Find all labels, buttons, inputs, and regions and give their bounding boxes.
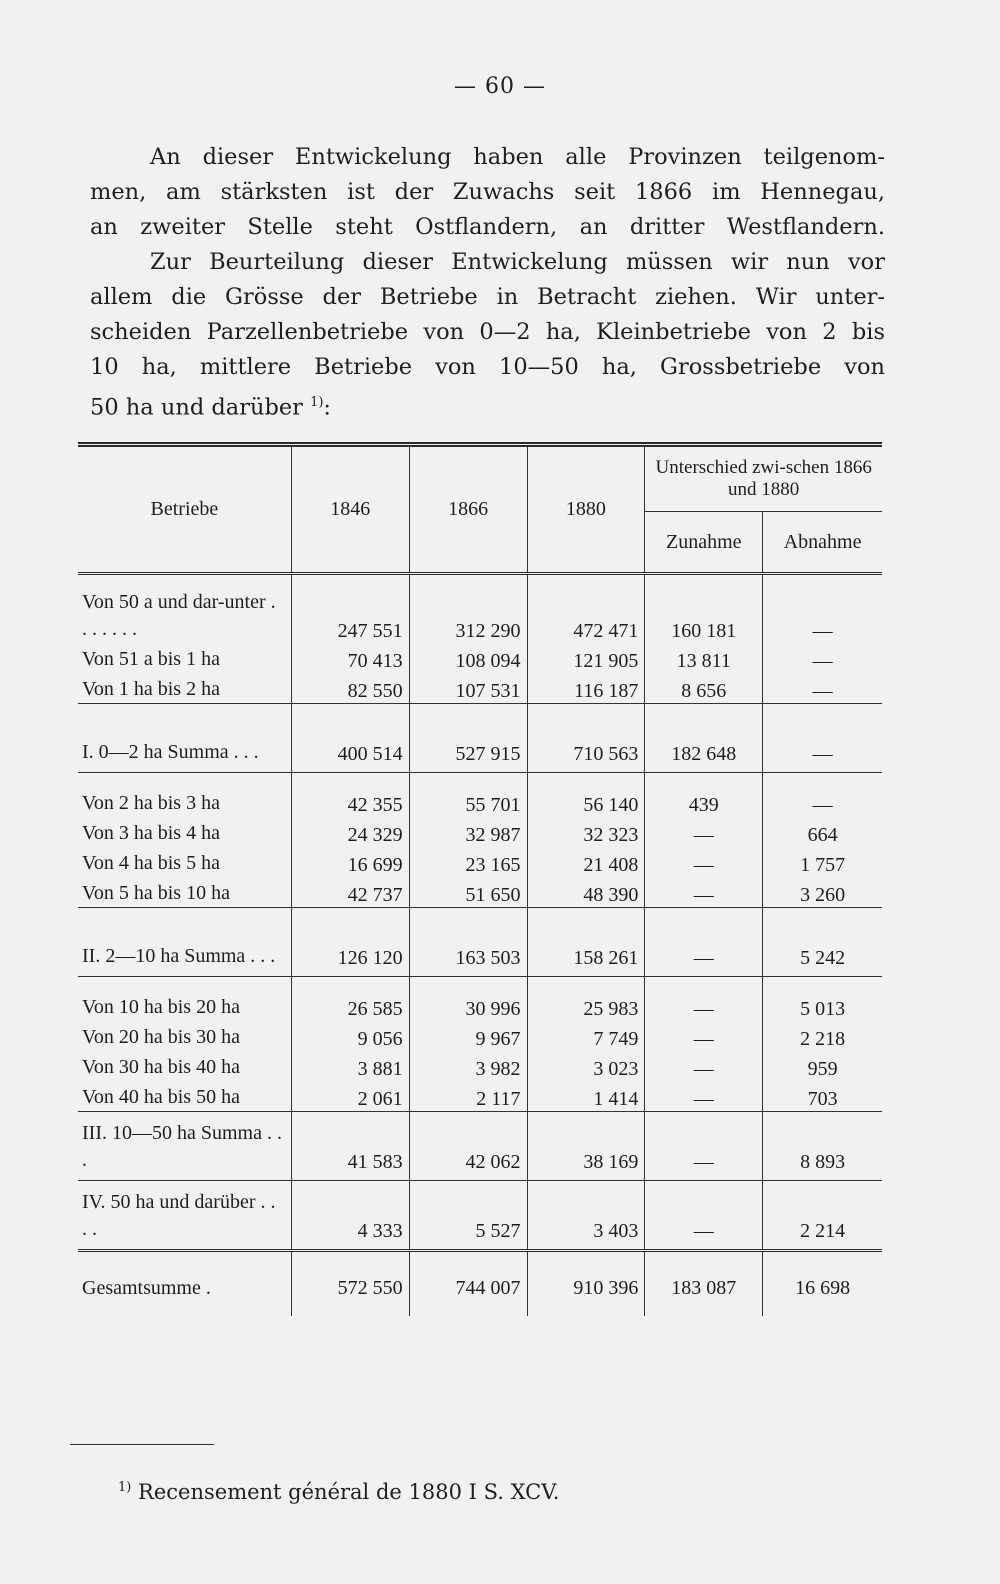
table-row	[78, 1251, 882, 1317]
cell-abnahme: —	[812, 620, 833, 642]
cell-1880: 48 390	[527, 877, 645, 908]
page-number: — 60 —	[454, 74, 546, 99]
cell-zunahme: 183 087	[645, 1251, 763, 1317]
cell-abnahme: 2 214	[800, 1220, 846, 1242]
cell-zunahme: 160 181	[645, 574, 763, 644]
row-label: Von 1 ha bis 2 ha	[78, 673, 291, 704]
cell-1866: 527 915	[409, 704, 527, 773]
cell-1866: 5 527	[409, 1181, 527, 1251]
table-row	[78, 673, 882, 704]
cell-zunahme: 182 648	[645, 704, 763, 773]
cell-1880: 710 563	[527, 704, 645, 773]
cell-zunahme: 8 656	[645, 673, 763, 704]
cell-zunahme: —	[645, 1181, 763, 1251]
cell-1846: 16 699	[291, 847, 409, 877]
cell-1866: 51 650	[409, 877, 527, 908]
row-label: Von 4 ha bis 5 ha	[78, 847, 291, 877]
table-row	[78, 773, 882, 818]
cell-1846: 4 333	[291, 1181, 409, 1251]
cell-1880: 121 905	[527, 643, 645, 673]
table-row	[78, 1112, 882, 1181]
text-line: An dieser Entwickelung haben alle Provinzen teilgenom-	[150, 144, 885, 170]
cell-1846: 26 585	[291, 977, 409, 1022]
cell-abnahme: 2 218	[800, 1028, 846, 1050]
cell-1866: 744 007	[409, 1251, 527, 1317]
text-line: Zur Beurteilung dieser Entwickelung müssen wir nun vor	[150, 249, 885, 275]
row-label: Von 10 ha bis 20 ha	[78, 977, 291, 1022]
cell-1880: 1 414	[527, 1081, 645, 1112]
cell-zunahme: —	[645, 877, 763, 908]
header-zunahme: Zunahme	[645, 512, 763, 574]
header-1846: 1846	[291, 445, 409, 574]
cell-1866: 107 531	[409, 673, 527, 704]
cell-1866: 55 701	[409, 773, 527, 818]
cell-1866: 312 290	[409, 574, 527, 644]
table-row	[78, 847, 882, 877]
row-label: Gesamtsumme .	[78, 1251, 291, 1317]
table-row	[78, 704, 882, 773]
cell-1866: 23 165	[409, 847, 527, 877]
cell-zunahme: —	[645, 908, 763, 977]
cell-1846: 400 514	[291, 704, 409, 773]
cell-abnahme: —	[763, 704, 882, 773]
table-body	[78, 574, 882, 1317]
row-label: Von 20 ha bis 30 ha	[78, 1021, 291, 1051]
cell-1866: 108 094	[409, 643, 527, 673]
cell-1880: 56 140	[527, 773, 645, 818]
row-label: III. 10—50 ha Summa . . .	[78, 1112, 291, 1181]
footnote-reference: 1)	[310, 395, 324, 410]
row-label: Von 30 ha bis 40 ha	[78, 1051, 291, 1081]
text-line-end: :	[323, 394, 332, 421]
cell-abnahme: —	[812, 650, 833, 672]
cell-1880: 116 187	[527, 673, 645, 704]
cell-abnahme: 3 260	[763, 877, 882, 908]
cell-zunahme: —	[645, 1021, 763, 1051]
cell-1846: 82 550	[291, 673, 409, 704]
cell-1846: 41 583	[291, 1112, 409, 1181]
cell-abnahme: 959	[807, 1058, 838, 1080]
table-row	[78, 574, 882, 644]
row-label: Von 51 a bis 1 ha	[78, 643, 291, 673]
cell-1866: 30 996	[409, 977, 527, 1022]
table-row	[78, 817, 882, 847]
farm-size-table	[78, 442, 882, 1316]
cell-abnahme: —	[812, 794, 833, 816]
table-row	[78, 1021, 882, 1051]
cell-abnahme: 5 242	[763, 908, 882, 977]
text-line: allem die Grösse der Betriebe in Betracht ziehen. Wir unter-	[90, 284, 885, 310]
table-row	[78, 877, 882, 908]
cell-1846: 42 355	[291, 773, 409, 818]
cell-1880: 21 408	[527, 847, 645, 877]
cell-1880: 158 261	[527, 908, 645, 977]
cell-zunahme: —	[645, 977, 763, 1022]
cell-1846: 126 120	[291, 908, 409, 977]
table-row	[78, 1181, 882, 1251]
cell-1866: 163 503	[409, 908, 527, 977]
table-row	[78, 908, 882, 977]
text-line: 10 ha, mittlere Betriebe von 10—50 ha, Grossbetriebe von	[90, 354, 885, 380]
cell-1866: 9 967	[409, 1021, 527, 1051]
cell-1880: 7 749	[527, 1021, 645, 1051]
table-row	[78, 1081, 882, 1112]
cell-abnahme: 5 013	[800, 998, 846, 1020]
cell-1846: 42 737	[291, 877, 409, 908]
cell-1880: 25 983	[527, 977, 645, 1022]
cell-1846: 572 550	[291, 1251, 409, 1317]
header-1880: 1880	[527, 445, 645, 574]
cell-zunahme: —	[645, 847, 763, 877]
cell-1866: 42 062	[409, 1112, 527, 1181]
cell-1846: 24 329	[291, 817, 409, 847]
cell-1846: 9 056	[291, 1021, 409, 1051]
row-label: Von 2 ha bis 3 ha	[78, 773, 291, 818]
footnote-rule	[70, 1444, 214, 1445]
text-line: men, am stärksten ist der Zuwachs seit 1866 im Hennegau,	[90, 179, 885, 205]
row-label: Von 5 ha bis 10 ha	[78, 877, 291, 908]
cell-abnahme: 1 757	[800, 854, 846, 876]
paragraph-1	[90, 140, 885, 245]
cell-abnahme: 16 698	[763, 1251, 882, 1317]
header-betriebe: Betriebe	[78, 445, 291, 574]
paragraph-2	[90, 245, 885, 426]
cell-abnahme: —	[763, 673, 882, 704]
cell-zunahme: —	[645, 817, 763, 847]
cell-1880: 472 471	[527, 574, 645, 644]
cell-abnahme: 703	[763, 1081, 882, 1112]
cell-abnahme: 8 893	[763, 1112, 882, 1181]
cell-1880: 32 323	[527, 817, 645, 847]
cell-1846: 247 551	[291, 574, 409, 644]
header-1866: 1866	[409, 445, 527, 574]
table-row	[78, 977, 882, 1022]
text-line: an zweiter Stelle steht Ostflandern, an dritter Westflandern.	[90, 214, 885, 240]
cell-abnahme: 664	[807, 824, 838, 846]
row-label: Von 40 ha bis 50 ha	[78, 1081, 291, 1112]
cell-zunahme: 439	[645, 773, 763, 818]
cell-zunahme: —	[645, 1051, 763, 1081]
cell-1880: 910 396	[527, 1251, 645, 1317]
cell-1866: 3 982	[409, 1051, 527, 1081]
cell-1880: 3 403	[527, 1181, 645, 1251]
header-abnahme: Abnahme	[783, 530, 862, 553]
row-label: IV. 50 ha und darüber . . . .	[78, 1181, 291, 1251]
cell-1880: 3 023	[527, 1051, 645, 1081]
footnote-text: Recensement général de 1880 I S. XCV.	[138, 1480, 560, 1504]
row-label: Von 50 a und dar-unter . . . . . . .	[78, 574, 291, 644]
text-line: 50 ha und darüber	[90, 394, 303, 421]
cell-1866: 32 987	[409, 817, 527, 847]
text-line-last	[90, 385, 885, 426]
cell-1880: 38 169	[527, 1112, 645, 1181]
header-difference: Unterschied zwi-schen 1866 und 1880	[645, 445, 882, 512]
footnote-marker: 1)	[118, 1480, 132, 1495]
cell-1866: 2 117	[409, 1081, 527, 1112]
row-label: Von 3 ha bis 4 ha	[78, 817, 291, 847]
table-row	[78, 1051, 882, 1081]
cell-zunahme: —	[645, 1081, 763, 1112]
cell-1846: 3 881	[291, 1051, 409, 1081]
text-line: scheiden Parzellenbetriebe von 0—2 ha, Kleinbetriebe von 2 bis	[90, 319, 885, 345]
cell-zunahme: 13 811	[645, 643, 763, 673]
footnote	[118, 1480, 559, 1504]
cell-1846: 70 413	[291, 643, 409, 673]
cell-1846: 2 061	[291, 1081, 409, 1112]
row-label: II. 2—10 ha Summa . . .	[78, 908, 291, 977]
row-label: I. 0—2 ha Summa . . .	[78, 704, 291, 773]
cell-zunahme: —	[645, 1112, 763, 1181]
table-row	[78, 643, 882, 673]
